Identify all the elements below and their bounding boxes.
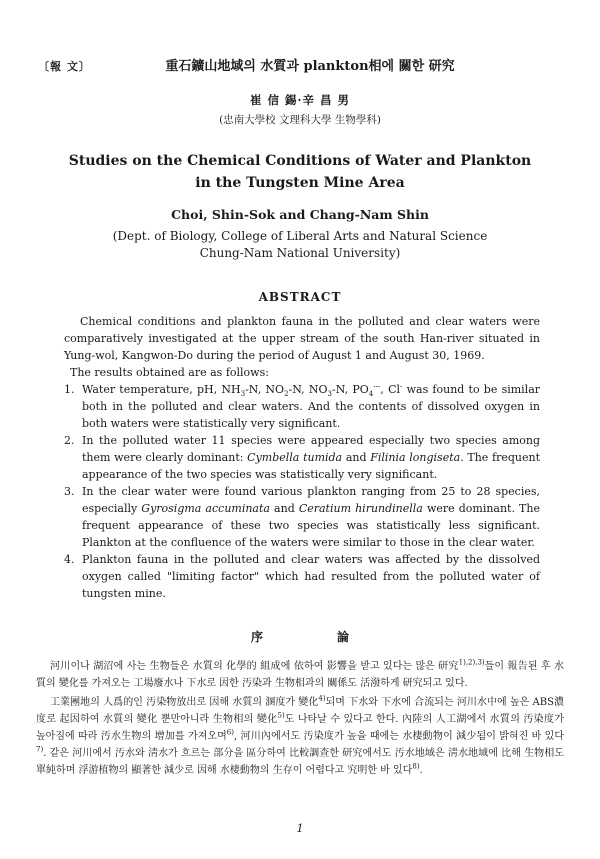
abstract-body (64, 313, 540, 602)
english-title-line-2: in the Tungsten Mine Area (195, 175, 405, 191)
korean-title: 重石鑛山地域의 水質과 plankton相에 關한 研究 (165, 59, 455, 74)
results-intro: The results obtained are as follows: (70, 366, 269, 379)
result-item-2: 2. In the polluted water 11 species were appeared especially two species among them were clearly dominant: Cymbella tumida and Filinia longiseta. The frequent appearance of the two species was statistically very significant. (64, 434, 540, 481)
species-name: Ceratium hirundinella (298, 502, 423, 515)
english-affiliation-line-2: Chung-Nam National University) (199, 246, 401, 260)
introduction-body (36, 658, 564, 781)
species-name: Filinia longiseta (370, 451, 461, 464)
result-item-4: 4. Plankton fauna in the polluted and clear waters was affected by the dissolved oxygen called "limiting factor" which had resulted from the polluted water of tungsten mine. (64, 553, 540, 600)
korean-authors: 崔 信 錫·辛 昌 男 (249, 93, 351, 107)
species-name: Gyrosigma accuminata (141, 502, 270, 515)
result-item-3: 3. In the clear water were found various plankton ranging from 25 to 28 species, especially Gyrosigma accuminata and Ceratium hirundinella were dominant. The frequent appearance of these two species was statistically less significant. Plankton at the confluence of the waters were similar to those in the clear water. (64, 485, 540, 549)
english-affiliation-line-1: (Dept. of Biology, College of Liberal Arts and Natural Science (112, 229, 488, 243)
result-item-1: 1. Water temperature, pH, $NH_3-N$, $NO_2-N$, $NO_3-N$, $PO_4^{---}$, Cl- was found to be similar both in the polluted and clear waters. And the contents of dissolved oxygen in both waters were statistically very significant. (64, 382, 541, 430)
result-number: 1. (64, 383, 75, 396)
result-number: 4. (64, 553, 75, 566)
result-number: 3. (64, 485, 75, 498)
introduction-paragraph-2: 工業團地의 人爲的인 汚染物放出로 因해 水質의 溷度가 變化$^{4)}$되며 下水와 下水에 合流되는 河川水中에 높은 ABS濃度로 起因하여 水質의 變化 뿐만아니라 生物相의 變化$^{5)}$도 나타날 수 있다고 한다. 內陸의 人工湖에서 水質의 汚染度가 높아짐에 따라 汚水生物의 增加를 가져오며$^{6)}$, 河川內에서도 汚染度가 높을 때에는 水棲動物이 減少됨이 밝혀진 바 있다$^{7)}$. 같은 河川에서 汚水와 淸水가 흐르는 部分을 區分하여 比較調查한 研究에서도 汚水地域은 淸水地域에 比해 生物相도 單純하며 浮游植物의 顯著한 減少로 因해 水棲動物의 生存이 어렵다고 究明한 바 있다$^{8)}$. (36, 694, 564, 776)
introduction-paragraph-1: 河川이나 湖沼에 사는 生物들은 水質의 化學的 組成에 依하여 影響을 받고 있다는 많은 研究$^{1),2),3)}$들이 報告된 후 水質의 變化를 가져오는 工場廢水나 下水로 因한 汚染과 生物相과의 關係도 活潑하게 研究되고 있다. (36, 658, 564, 689)
english-title-line-1: Studies on the Chemical Conditions of Water and Plankton (68, 153, 532, 169)
introduction-heading: 序 論 (250, 630, 349, 644)
abstract-paragraph: Chemical conditions and plankton fauna in the polluted and clear waters were comparatively investigated at the upper stream of the south Han-river situated in Yung-wol, Kangwon-Do during the period of August 1 and August 30, 1969. (64, 315, 540, 362)
abstract-heading: ABSTRACT (258, 290, 342, 304)
page-number: 1 (296, 822, 304, 835)
english-title (40, 150, 560, 194)
result-number: 2. (64, 434, 75, 447)
english-authors: Choi, Shin-Sok and Chang-Nam Shin (171, 207, 429, 222)
english-affiliation (0, 228, 600, 262)
results-list (64, 381, 540, 602)
species-name: Cymbella tumida (247, 451, 343, 464)
article-type-label: 〔報 文〕 (38, 60, 91, 73)
korean-affiliation: (忠南大學校 文理科大學 生物學科) (219, 114, 381, 126)
